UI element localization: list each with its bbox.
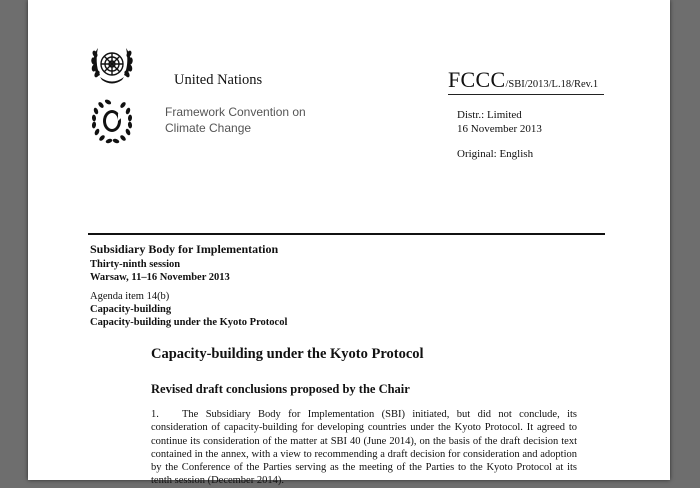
document-page: [28, 0, 670, 487]
paragraph-1: [151, 408, 577, 488]
body-name: Subsidiary Body for Implementation: [90, 242, 279, 256]
distribution-block: [457, 108, 542, 136]
session-location-dates: Warsaw, 11–16 November 2013: [90, 272, 230, 283]
document-symbol-suffix: /SBI/2013/L.18/Rev.1: [505, 79, 599, 90]
convention-name-line1: Framework Convention on: [165, 105, 306, 119]
un-emblem-icon: [88, 42, 136, 90]
document-subtitle: Revised draft conclusions proposed by the Chair: [151, 382, 410, 396]
symbol-underline: [448, 94, 604, 95]
agenda-heading: Capacity-building: [90, 304, 172, 315]
organization-name: United Nations: [174, 72, 263, 88]
paragraph-text: The Subsidiary Body for Implementation (SBI) initiated, but did not conclude, its consideration of capacity-building for developing countries under the Kyoto Protocol. It agreed to continue its consideration of the matter at SBI 40 (June 2014), on the basis of the draft decision text contained in the annex, with a view to recommending a draft decision for consideration and adoption by the Conference of the Parties serving as the meeting of the Parties to the Kyoto Protocol at its tenth session (December 2014).: [151, 409, 577, 487]
document-title: Capacity-building under the Kyoto Protocol: [151, 346, 424, 362]
agenda-block: [90, 290, 287, 329]
convention-name: [165, 104, 306, 136]
document-symbol: [448, 67, 598, 93]
session-name: Thirty-ninth session: [90, 259, 181, 270]
original-language: Original: English: [457, 148, 534, 160]
document-date: 16 November 2013: [457, 123, 542, 135]
session-block: [90, 258, 230, 284]
climate-change-logo-icon: [88, 97, 136, 145]
header-divider: [88, 233, 605, 235]
agenda-subheading: Capacity-building under the Kyoto Protocol: [90, 317, 288, 328]
convention-name-line2: Climate Change: [165, 121, 252, 135]
distribution-status: Distr.: Limited: [457, 109, 522, 121]
agenda-item: Agenda item 14(b): [90, 291, 170, 302]
document-symbol-main: FCCC: [448, 67, 506, 92]
paragraph-number: 1.: [151, 409, 159, 420]
